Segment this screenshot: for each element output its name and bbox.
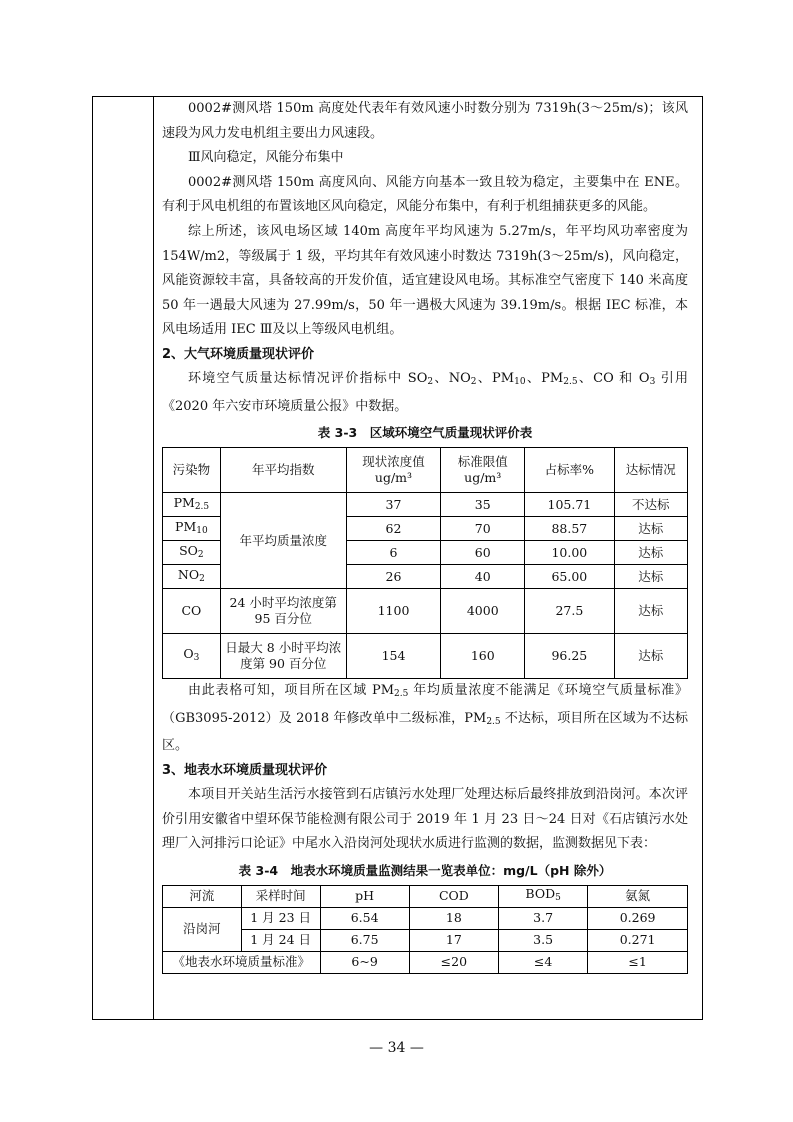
table-header-row (163, 448, 688, 493)
table-3-3-conclusion: 由此表格可知，项目所在区域 $PM_{2.5}$ 年均质量浓度不能满足《环境空气质量标准》（GB3095-2012）及 2018 年修改单中二级标准，$PM_{2.5}$ 不达标，项目所在区域为不达标区。 (162, 683, 688, 754)
cell-river: 沿岗河 (163, 907, 242, 951)
cell-bod: 3.7 (499, 907, 588, 929)
cell-limit: 35 (441, 493, 525, 517)
intro-paragraph-2: Ⅲ风向稳定，风能分布集中 (188, 150, 344, 166)
intro-paragraph-1: 0002#测风塔 150m 高度处代表年有效风速小时数分别为 7319h(3～25m/s)；该风速段为风力发电机组主要出力风速段。 (162, 101, 688, 141)
cell-ammonia: 0.271 (588, 929, 688, 951)
table-3-4-caption: 表 3-4 地表水环境质量监测结果一览表单位：mg/L（pH 除外） (238, 862, 612, 878)
cell-limit: 60 (441, 541, 525, 565)
col-bod: $BOD_5$ (499, 885, 588, 907)
cell-current: 154 (346, 634, 441, 679)
cell-ph: 6.75 (320, 929, 409, 951)
cell-current: 37 (346, 493, 441, 517)
cell-pollutant: $SO_2$ (163, 541, 221, 565)
table-row (163, 907, 688, 929)
col-index: 年平均指数 (220, 448, 346, 493)
cell-ammonia: ≤1 (588, 951, 688, 973)
cell-pollutant: $PM_{10}$ (163, 517, 221, 541)
cell-status: 达标 (614, 589, 688, 634)
col-pollutant: 污染物 (163, 448, 221, 493)
page-number: — 34 — (369, 1040, 424, 1056)
cell-status: 达标 (614, 565, 688, 589)
cell-current: 6 (346, 541, 441, 565)
cell-pollutant: $PM_{2.5}$ (163, 493, 221, 517)
table-row (163, 493, 688, 517)
cell-limit: 160 (441, 634, 525, 679)
air-quality-table (162, 447, 688, 679)
cell-ratio: 96.25 (525, 634, 614, 679)
cell-bod: 3.5 (499, 929, 588, 951)
intro-paragraph-4: 综上所述，该风电场区域 140m 高度年平均风速为 5.27m/s，年平均风功率密度为 154W/m2，等级属于 1 级，平均其年有效风速小时数达 7319h(3～25m/s)，风向稳定，风能资源较丰富，具备较高的开发价值，适宜建设风电场。其标准空气密度下 140 米高度 50 年一遇最大风速为 27.99m/s，50 年一遇极大风速为 39.19m/s。根据 IEC 标准，本风电场适用 IEC Ⅲ及以上等级风电机组。 (162, 223, 688, 338)
cell-ratio: 27.5 (525, 589, 614, 634)
cell-ph: 6.54 (320, 907, 409, 929)
cell-current: 62 (346, 517, 441, 541)
table-header-row (163, 885, 688, 907)
col-ph: pH (320, 885, 409, 907)
cell-limit: 4000 (441, 589, 525, 634)
col-status: 达标情况 (614, 448, 688, 493)
cell-status: 达标 (614, 634, 688, 679)
cell-status: 达标 (614, 517, 688, 541)
table-row (163, 634, 688, 679)
table-3-3-caption: 表 3-3 区域环境空气质量现状评价表 (317, 425, 533, 441)
cell-group-index: 年平均质量浓度 (220, 493, 346, 589)
cell-pollutant: CO (163, 589, 221, 634)
cell-index: 日最大 8 小时平均浓度第 90 百分位 (220, 634, 346, 679)
section-2-heading: 2、大气环境质量现状评价 (162, 346, 315, 362)
cell-ph: 6~9 (320, 951, 409, 973)
table-row (163, 929, 688, 951)
cell-cod: 18 (409, 907, 498, 929)
cell-index: 24 小时平均浓度第 95 百分位 (220, 589, 346, 634)
cell-date: 1 月 24 日 (241, 929, 320, 951)
col-date: 采样时间 (241, 885, 320, 907)
table-row (163, 951, 688, 973)
cell-status: 不达标 (614, 493, 688, 517)
cell-ratio: 65.00 (525, 565, 614, 589)
cell-cod: ≤20 (409, 951, 498, 973)
col-ratio: 占标率% (525, 448, 614, 493)
cell-status: 达标 (614, 541, 688, 565)
cell-ammonia: 0.269 (588, 907, 688, 929)
intro-paragraph-3: 0002#测风塔 150m 高度风向、风能方向基本一致且较为稳定，主要集中在 ENE。有利于风电机组的布置该地区风向稳定，风能分布集中，有利于机组捕获更多的风能。 (162, 174, 688, 215)
column-divider (153, 97, 154, 1019)
cell-pollutant: $O_3$ (163, 634, 221, 679)
col-river: 河流 (163, 885, 242, 907)
cell-cod: 17 (409, 929, 498, 951)
cell-limit: 70 (441, 517, 525, 541)
cell-bod: ≤4 (499, 951, 588, 973)
cell-current: 26 (346, 565, 441, 589)
col-cod: COD (409, 885, 498, 907)
cell-ratio: 88.57 (525, 517, 614, 541)
section-3-heading: 3、地表水环境质量现状评价 (162, 762, 328, 778)
col-ammonia: 氨氮 (588, 885, 688, 907)
content-column (162, 96, 688, 974)
section-2-paragraph: 环境空气质量达标情况评价指标中 $SO_2$、$NO_2$、$PM_{10}$、$PM_{2.5}$、CO 和 $O_3$ 引用《2020 年六安市环境质量公报》中数据。 (162, 370, 689, 414)
col-current: 现状浓度值 ug/m³ (346, 448, 441, 493)
cell-current: 1100 (346, 589, 441, 634)
cell-date: 1 月 23 日 (241, 907, 320, 929)
cell-ratio: 105.71 (525, 493, 614, 517)
cell-ratio: 10.00 (525, 541, 614, 565)
cell-limit: 40 (441, 565, 525, 589)
col-limit: 标准限值 ug/m³ (441, 448, 525, 493)
surface-water-table (162, 885, 688, 974)
table-row (163, 589, 688, 634)
section-3-paragraph: 本项目开关站生活污水接管到石店镇污水处理厂处理达标后最终排放到沿岗河。本次评价引用安徽省中望环保节能检测有限公司于 2019 年 1 月 23 日～24 日对《石店镇污水处理厂入河排污口论证》中尾水入沿岗河处现状水质进行监测的数据，监测数据见下表： (162, 786, 688, 852)
cell-pollutant: $NO_2$ (163, 565, 221, 589)
cell-standard-label: 《地表水环境质量标准》 (163, 951, 321, 973)
